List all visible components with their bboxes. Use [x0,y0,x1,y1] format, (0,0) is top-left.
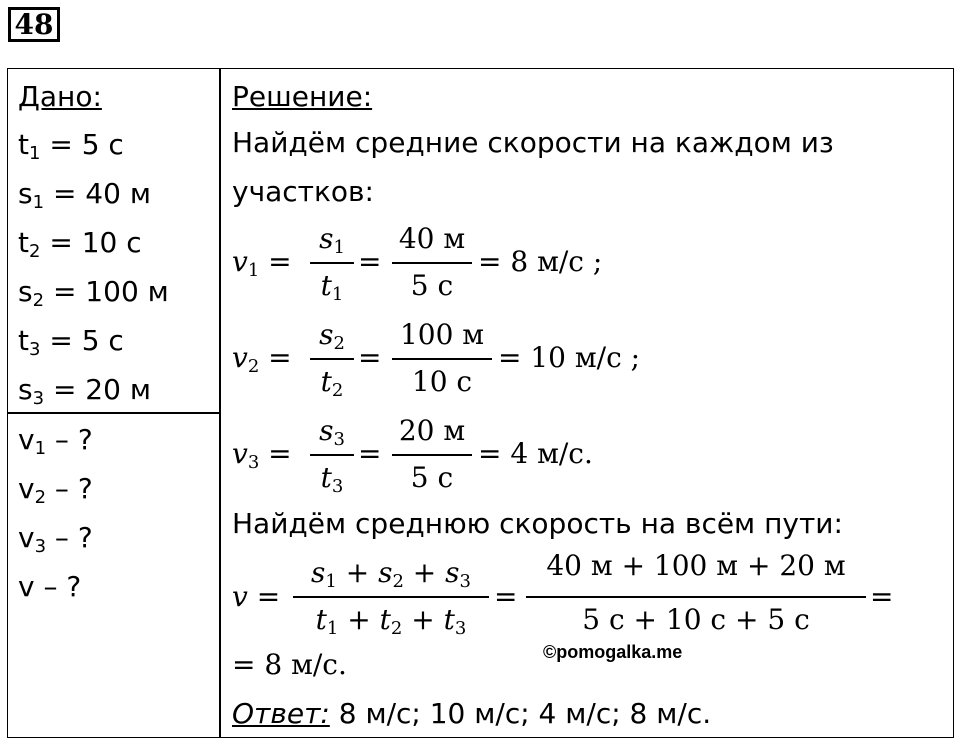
problem-number: 48 [8,7,60,42]
given-item: $s_3 = 20$ м [18,373,151,409]
unknown-item: $v_1$ – ? [18,423,93,459]
given-item: $t_1 = 5$ с [18,128,124,164]
given-item: $s_2 = 100$ м [18,275,169,311]
unknown-item: $v_3$ – ? [18,521,93,557]
solution-heading: Решение: [232,80,373,113]
given-heading: Дано: [18,80,102,113]
unknown-item: v – ? [18,570,82,603]
intro-text-line2: участков: [232,175,374,208]
column-divider [219,68,221,738]
unknown-item: $v_2$ – ? [18,472,93,508]
answer-text: 8 м/с; 10 м/с; 4 м/с; 8 м/с. [329,697,712,730]
given-item: $t_3 = 5$ с [18,324,124,360]
given-divider [7,412,220,414]
given-item: $t_2 = 10$ с [18,226,142,262]
answer-line [232,697,711,731]
intro-text-line1: Найдём средние скорости на каждом из [232,126,834,159]
average-speed-text: Найдём среднюю скорость на всём пути: [232,507,843,540]
answer-label: Ответ: [232,697,330,730]
given-item: $s_1 = 40$ м [18,177,151,213]
watermark: ©pomogalka.me [543,642,683,662]
